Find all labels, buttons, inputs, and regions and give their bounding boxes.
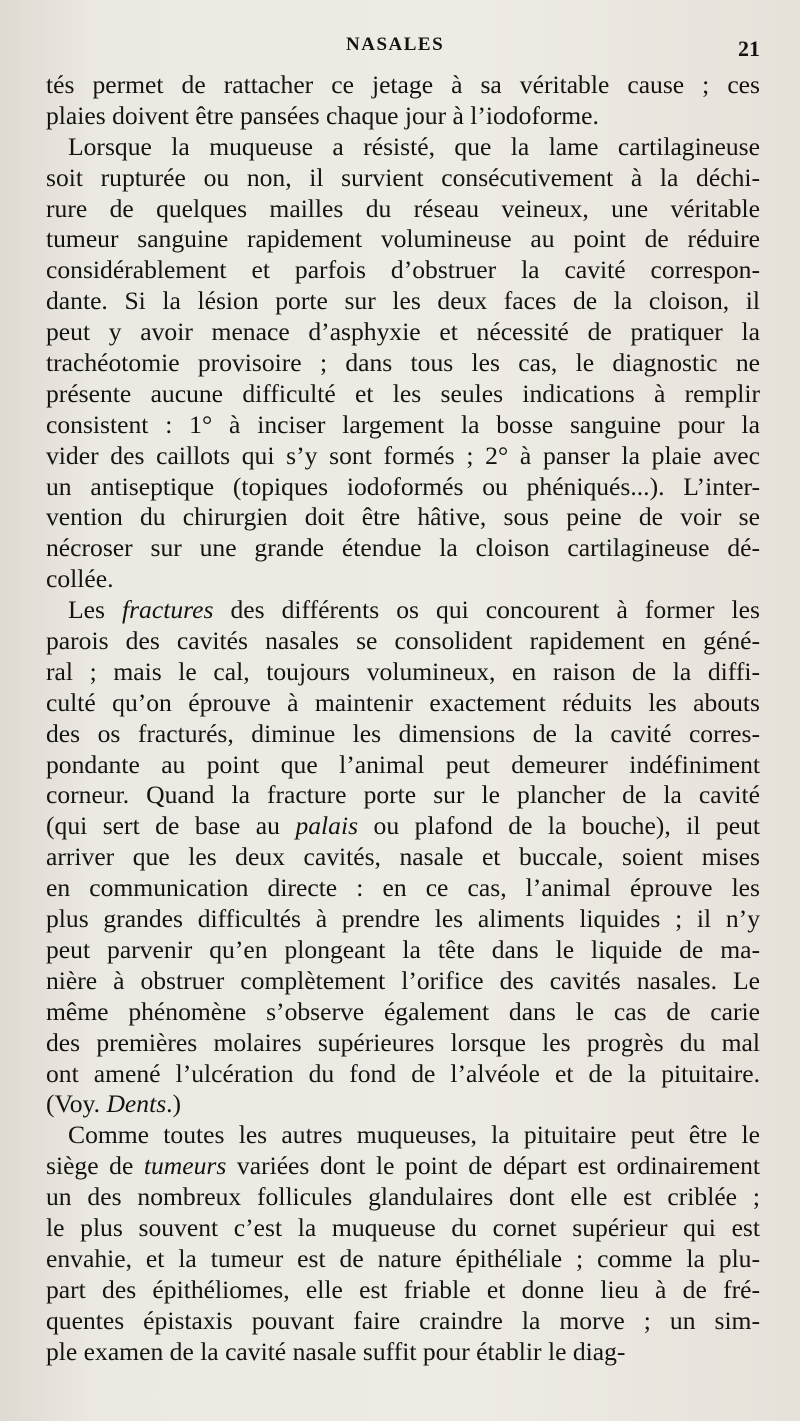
text-line: des os fracturés, diminue les dimensions de la cavité corres- [46, 718, 760, 748]
text-line: présente aucune difficulté et les seules indications à remplir [46, 378, 760, 408]
text-line: arriver que les deux cavités, nasale et buccale, soient mises [46, 842, 760, 872]
text-line: tés permet de rattacher ce jetage à sa véritable cause ; ces [46, 70, 760, 99]
text-line: même phénomène s’observe également dans le cas de carie [46, 996, 760, 1026]
text-line: vider des caillots qui s’y sont formés ; 2° à panser la plaie avec [46, 440, 760, 470]
text-line: part des épithéliomes, elle est friable et donne lieu à de fré- [46, 1274, 760, 1304]
text-line: pondante au point que l’animal peut demeurer indéfiniment [46, 749, 760, 779]
text-line: dante. Si la lésion porte sur les deux faces de la cloison, il [46, 286, 760, 316]
text-line: parois des cavités nasales se consolident rapidement en géné- [46, 626, 760, 656]
italic-term: fractures [121, 595, 214, 625]
running-title: NASALES [346, 34, 445, 55]
text-line: le plus souvent c’est la muqueuse du cornet supérieur qui est [46, 1212, 760, 1242]
text-line: un antiseptique (topiques iodoformés ou phéniqués...). L’inter- [46, 471, 760, 501]
text-line: Les fractures des différents os qui concourent à former les [68, 595, 760, 625]
text-line: consistent : 1° à inciser largement la bosse sanguine pour la [46, 409, 760, 439]
body-text [46, 70, 760, 1367]
text-line: envahie, et la tumeur est de nature épithéliale ; comme la plu- [46, 1243, 760, 1273]
text-line: considérablement et parfois d’obstruer la cavité correspon- [46, 255, 760, 285]
text-line: vention du chirurgien doit être hâtive, sous peine de voir se [46, 502, 760, 532]
text-line: Lorsque la muqueuse a résisté, que la lame cartilagineuse [68, 131, 760, 161]
text-line: Comme toutes les autres muqueuses, la pituitaire peut être le [68, 1120, 760, 1150]
text-line: tumeur sanguine rapidement volumineuse au point de réduire [46, 224, 760, 254]
text-line: rure de quelques mailles du réseau veineux, une véritable [46, 193, 760, 223]
text-line: culté qu’on éprouve à maintenir exactement réduits les abouts [46, 687, 760, 717]
text-line: peut parvenir qu’en plongeant la tête dans le liquide de ma- [46, 934, 760, 964]
text-line: plaies doivent être pansées chaque jour à l’iodoforme. [46, 100, 599, 130]
text-line: trachéotomie provisoire ; dans tous les cas, le diagnostic ne [46, 348, 760, 378]
italic-term: palais [295, 811, 359, 841]
text-line: ral ; mais le cal, toujours volumineux, en raison de la diffi- [46, 656, 760, 686]
page-number: 21 [738, 36, 760, 61]
paragraph [46, 595, 760, 1120]
text-line: ont amené l’ulcération du fond de l’alvéole et de la pituitaire. [46, 1058, 760, 1088]
text-line: (Voy. Dents.) [46, 1089, 182, 1119]
text-line: en communication directe : en ce cas, l’animal éprouve les [46, 873, 760, 903]
italic-term: tumeurs [143, 1151, 227, 1181]
text-line: des premières molaires supérieures lorsque les progrès du mal [46, 1027, 760, 1057]
paragraph [46, 1120, 760, 1367]
text-line: nécroser sur une grande étendue la cloison cartilagineuse dé- [46, 533, 760, 563]
text-line: quentes épistaxis pouvant faire craindre la morve ; un sim- [46, 1305, 760, 1335]
text-line: corneur. Quand la fracture porte sur le plancher de la cavité [46, 780, 760, 810]
text-line: plus grandes difficultés à prendre les aliments liquides ; il n’y [46, 904, 760, 934]
paragraph [46, 132, 760, 595]
text-line: soit rupturée ou non, il survient consécutivement à la déchi- [46, 162, 760, 192]
text-line: peut y avoir menace d’asphyxie et nécessité de pratiquer la [46, 317, 760, 347]
text-line: collée. [46, 564, 114, 594]
paragraph [46, 70, 760, 132]
text-line: un des nombreux follicules glandulaires dont elle est criblée ; [46, 1182, 760, 1212]
text-line: (qui sert de base au palais ou plafond de la bouche), il peut [46, 811, 761, 841]
text-line: nière à obstruer complètement l’orifice des cavités nasales. Le [46, 965, 760, 995]
text-line: siège de tumeurs variées dont le point de départ est ordinairement [46, 1151, 760, 1181]
page-header [46, 28, 760, 70]
italic-term: Dents [106, 1089, 167, 1119]
text-line: ple examen de la cavité nasale suffit pour établir le diag- [46, 1336, 626, 1366]
